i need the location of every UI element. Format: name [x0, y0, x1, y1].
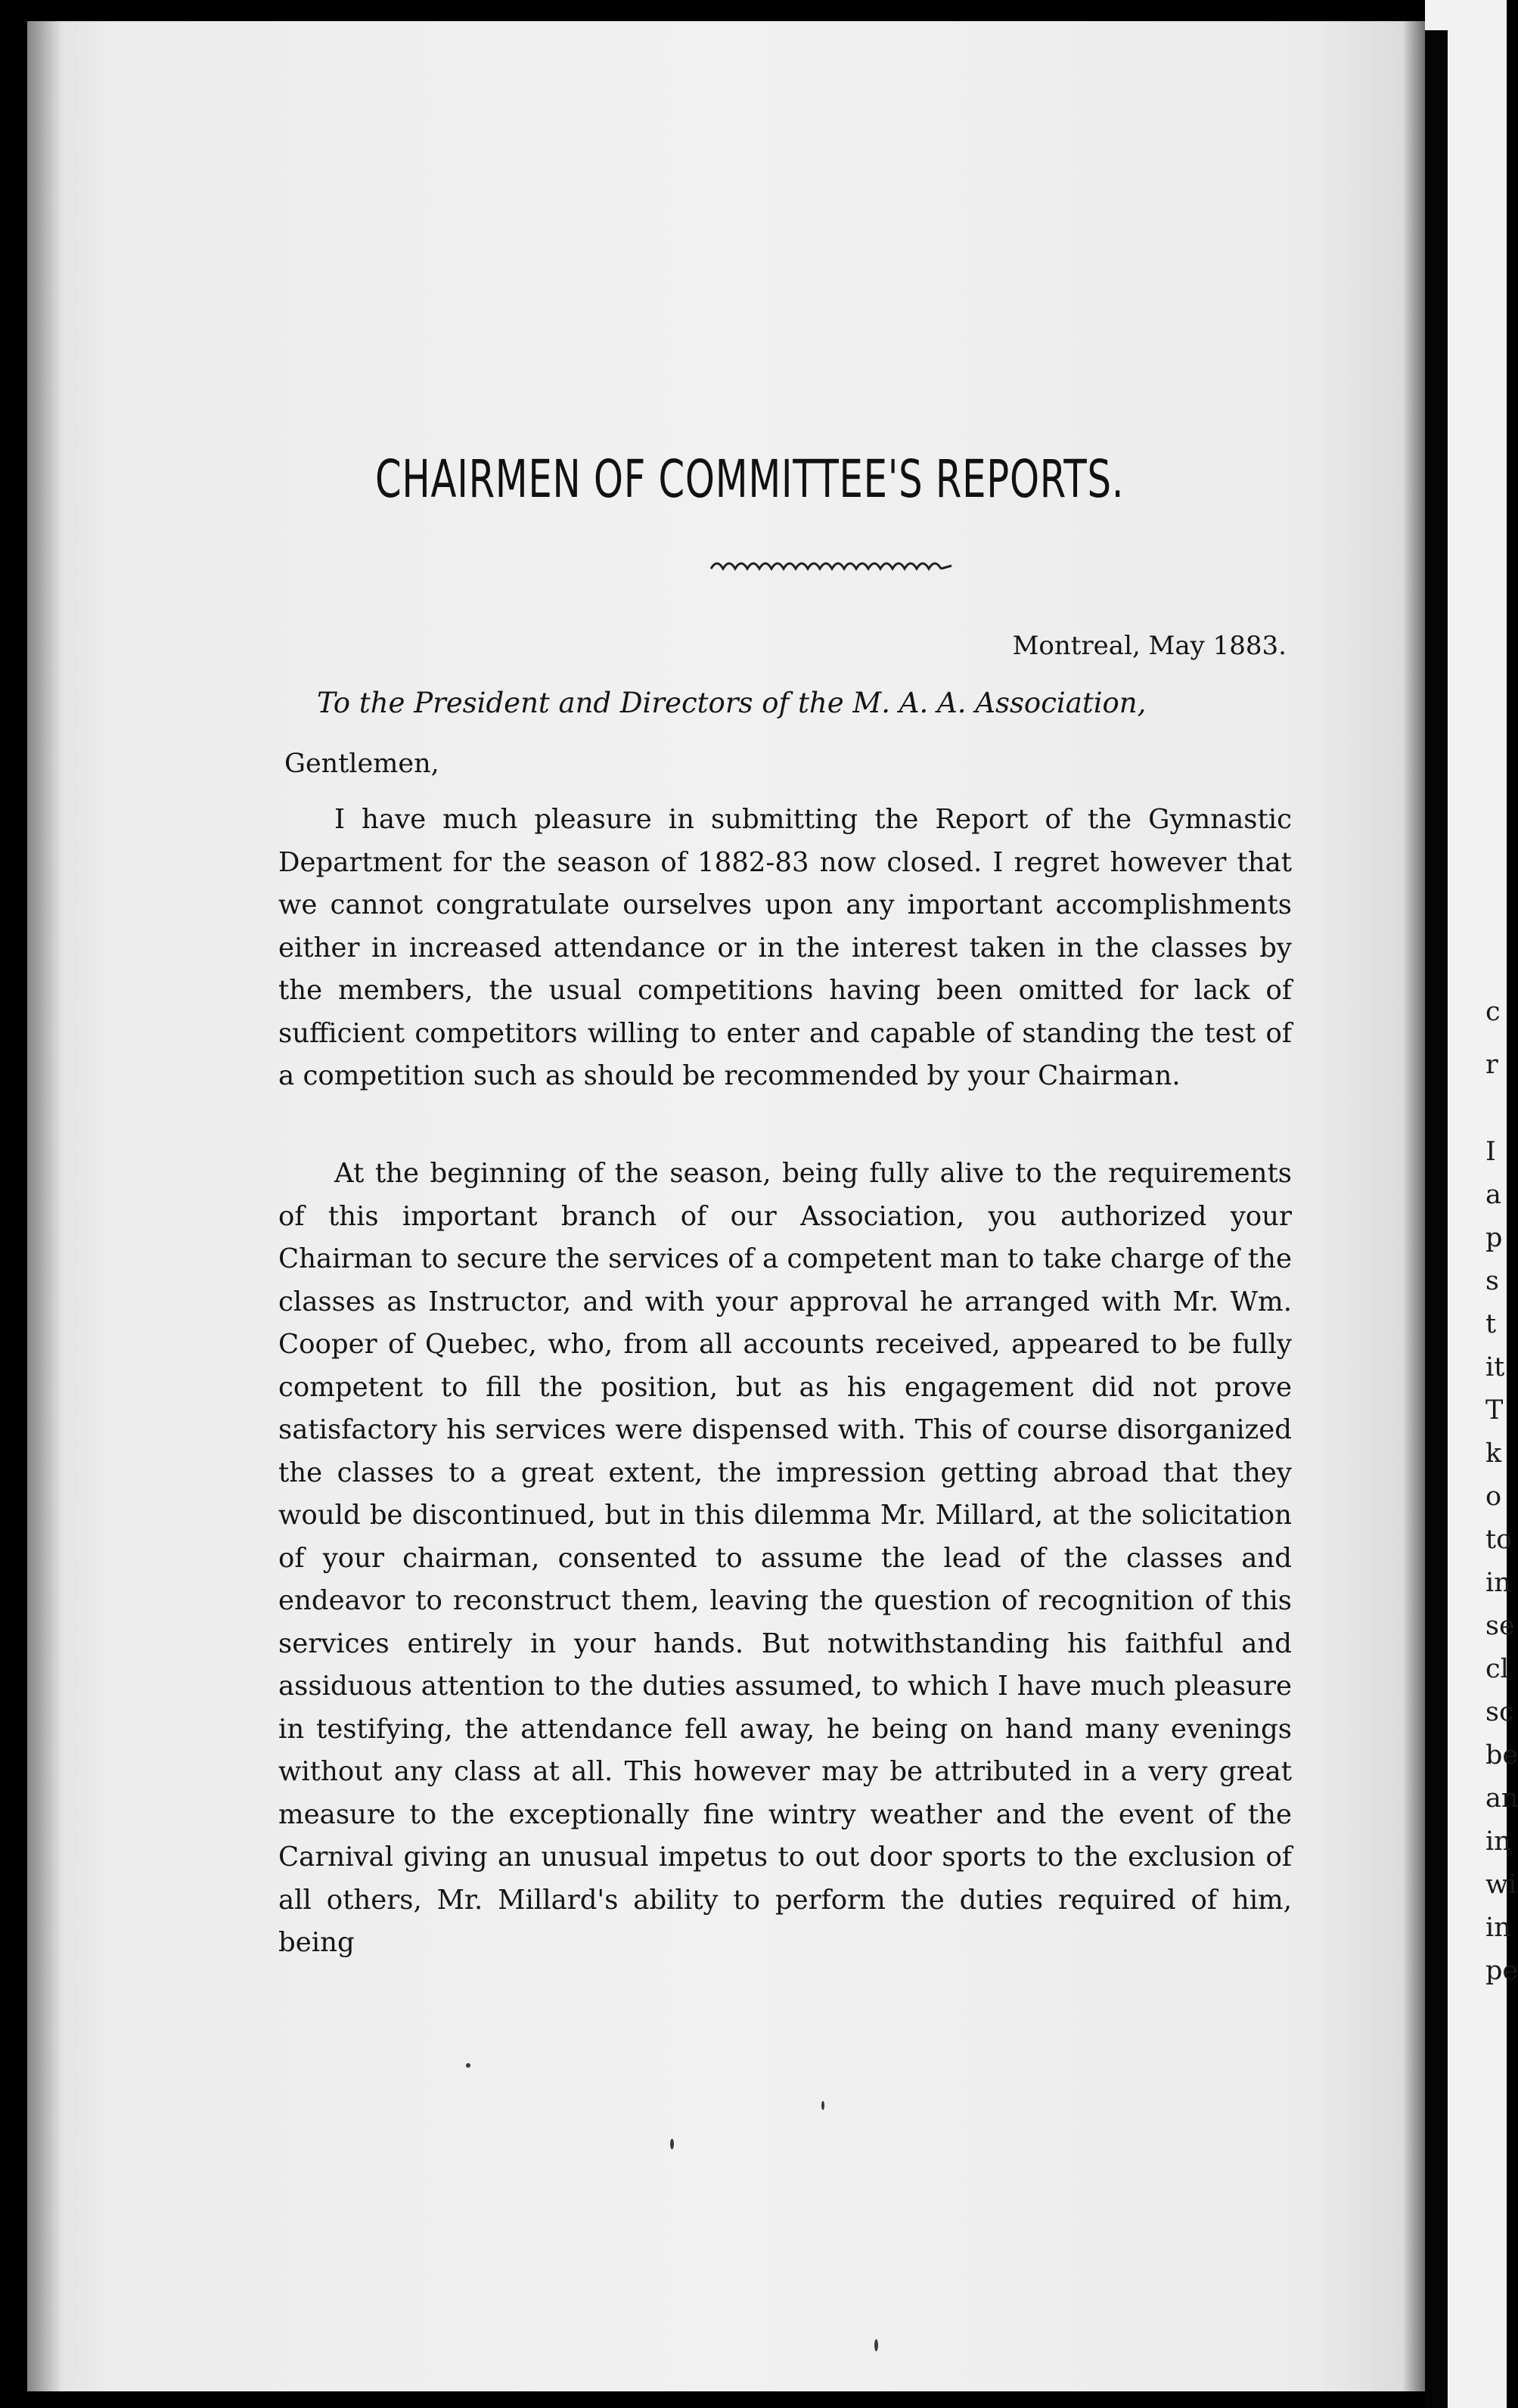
facing-page-text: in: [1485, 1568, 1511, 1598]
greeting: Gentlemen,: [284, 749, 439, 779]
facing-page-text: in: [1485, 1826, 1511, 1857]
facing-page-text: c: [1485, 997, 1501, 1027]
addressee-line: To the President and Directors of the M. A. A. Association,: [317, 687, 1147, 719]
facing-page-text: T: [1485, 1395, 1504, 1426]
facing-page-text: an: [1485, 1783, 1518, 1814]
facing-page-text: t: [1485, 1309, 1497, 1339]
facing-page-gutter: [1425, 30, 1448, 2408]
dateline: Montreal, May 1883.: [1012, 631, 1287, 661]
paragraph-1: I have much pleasure in submitting the Report of the Gymnastic Department for the season of 1882-83 now closed. I regret however that we cannot congratulate ourselves upon any important accomplishments either in increased attendance or in the interest taken in the classes by the members, the usual competitions having been omitted for lack of sufficient competitors willing to enter and capable of standing the test of a competition such as should be recommended by your Chairman.: [278, 804, 1292, 1091]
facing-page-text: be: [1485, 1740, 1518, 1770]
facing-page-text: wi: [1485, 1870, 1517, 1900]
scan-speck: [874, 2339, 878, 2351]
facing-page-text: r: [1485, 1050, 1498, 1080]
facing-page-text: cl: [1485, 1654, 1509, 1684]
facing-page-text: p: [1485, 1223, 1503, 1253]
facing-page-text: in: [1485, 1913, 1511, 1943]
scan-speck: [466, 2063, 470, 2068]
facing-page-text: o: [1485, 1482, 1502, 1512]
facing-page-text: k: [1485, 1438, 1502, 1469]
facing-page-text: pe: [1485, 1956, 1518, 1986]
facing-page-text: to: [1485, 1525, 1513, 1555]
title-ornament: [708, 555, 958, 578]
facing-page-text: se: [1485, 1611, 1515, 1641]
scan-speck: [670, 2139, 674, 2149]
scan-speck: [821, 2101, 824, 2110]
report-title: CHAIRMEN OF COMMITTEE'S REPORTS.: [375, 449, 1125, 510]
facing-page-text: I: [1485, 1137, 1496, 1167]
facing-page-text: sc: [1485, 1697, 1514, 1727]
document-page: [27, 21, 1425, 2391]
page-content: [27, 21, 1425, 2391]
facing-page-text: it: [1485, 1352, 1505, 1382]
paragraph-2: At the beginning of the season, being fully alive to the requirements of this important branch of our Association, you authorized your Chairman to secure the services of a competent man to take charge of the classes as Instructor, and with your approval he arranged with Mr. Wm. Cooper of Quebec, who, from all accounts received, appeared to be fully competent to fill the position, but as his engagement did not prove satisfactory his services were dispensed with. This of course disorganized the classes to a great extent, the impression getting abroad that they would be discontinued, but in this dilemma Mr. Millard, at the solicitation of your chairman, consented to assume the lead of the classes and endeavor to reconstruct them, leaving the question of recognition of this services entirely in your hands. But notwithstanding his faithful and assiduous attention to the duties assumed, to which I have much pleasure in testifying, the attendance fell away, he being on hand many evenings without any class at all. This however may be attributed in a very great measure to the exceptionally fine wintry weather and the event of the Carnival giving an unusual impetus to out door sports to the exclusion of all others, Mr. Millard's ability to perform the duties required of him, being: [278, 1158, 1292, 1958]
facing-page-text: a: [1485, 1180, 1501, 1210]
facing-page-text: s: [1485, 1266, 1499, 1296]
